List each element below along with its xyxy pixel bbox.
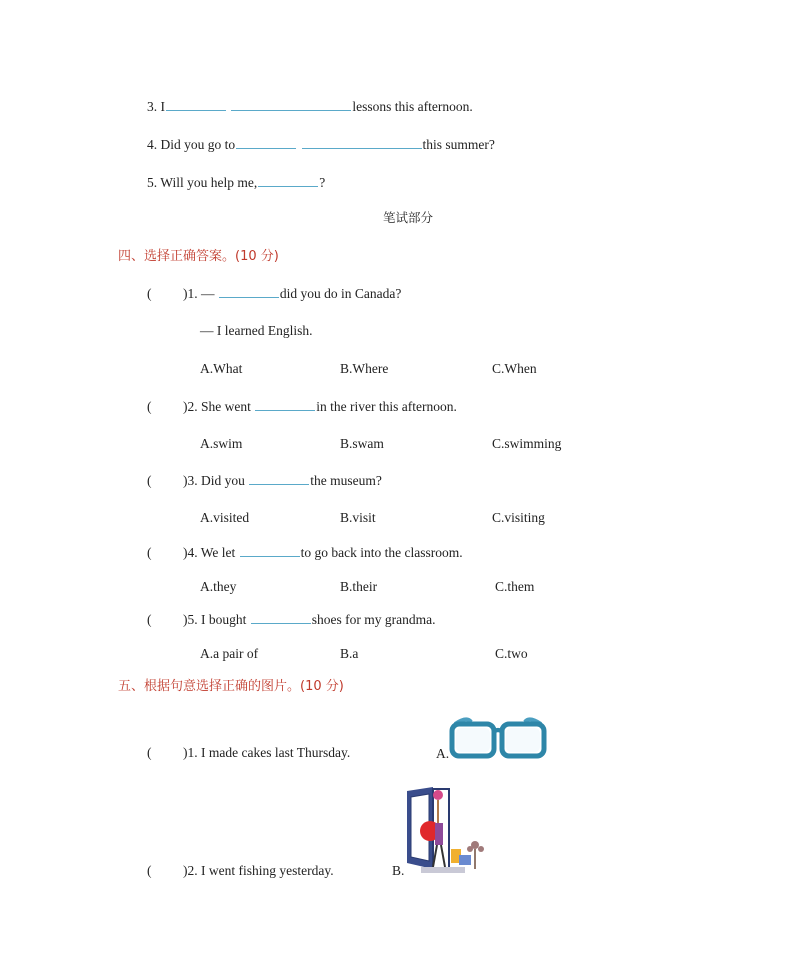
- question-4-4: ( )4. We let to go back into the classroom.: [147, 545, 463, 560]
- glasses-icon[interactable]: [447, 714, 549, 762]
- question-5-1: ( )1. I made cakes last Thursday.: [147, 745, 351, 760]
- option-a[interactable]: A.visited: [200, 510, 250, 525]
- answer-blank[interactable]: [249, 472, 309, 485]
- answer-blank[interactable]: [219, 285, 279, 298]
- option-a[interactable]: A.What: [200, 361, 243, 376]
- question-4-1-reply: — I learned English.: [200, 323, 313, 338]
- answer-blank[interactable]: [231, 98, 351, 111]
- section-4-title: 四、选择正确答案。(10 分): [118, 249, 279, 264]
- option-b[interactable]: B.swam: [340, 436, 384, 451]
- section-5-title: 五、根据句意选择正确的图片。(10 分): [118, 679, 344, 694]
- question-5-2: ( )2. I went fishing yesterday.: [147, 863, 334, 878]
- question-4-5: ( )5. I bought shoes for my grandma.: [147, 612, 436, 627]
- option-c[interactable]: C.two: [495, 646, 528, 661]
- answer-blank[interactable]: [240, 544, 300, 557]
- question-4-3: ( )3. Did you the museum?: [147, 473, 382, 488]
- answer-blank[interactable]: [255, 398, 315, 411]
- option-b[interactable]: B.Where: [340, 361, 389, 376]
- answer-blank[interactable]: [258, 174, 318, 187]
- option-a[interactable]: A.they: [200, 579, 237, 594]
- option-a[interactable]: A.a pair of: [200, 646, 259, 661]
- option-c[interactable]: C.swimming: [492, 436, 562, 451]
- option-a[interactable]: A.swim: [200, 436, 243, 451]
- option-c[interactable]: C.them: [495, 579, 535, 594]
- option-c[interactable]: C.visiting: [492, 510, 545, 525]
- picture-letter-b: B.: [392, 863, 405, 878]
- written-part-title: 笔试部分: [383, 210, 434, 225]
- fill-item-3: 3. I lessons this afternoon.: [147, 99, 473, 114]
- question-4-1: ( )1. — did you do in Canada?: [147, 286, 402, 301]
- question-4-2: ( )2. She went in the river this afternoon.: [147, 399, 457, 414]
- picture-letter-a: A.: [436, 746, 450, 761]
- option-b[interactable]: B.visit: [340, 510, 376, 525]
- answer-blank[interactable]: [302, 136, 422, 149]
- option-b[interactable]: B.their: [340, 579, 378, 594]
- fill-item-4: 4. Did you go to this summer?: [147, 137, 495, 152]
- option-b[interactable]: B.a: [340, 646, 359, 661]
- shopping-scene-icon[interactable]: [403, 783, 487, 877]
- answer-blank[interactable]: [166, 98, 226, 111]
- fill-item-5: 5. Will you help me, ?: [147, 175, 326, 190]
- answer-blank[interactable]: [236, 136, 296, 149]
- option-c[interactable]: C.When: [492, 361, 537, 376]
- answer-blank[interactable]: [251, 611, 311, 624]
